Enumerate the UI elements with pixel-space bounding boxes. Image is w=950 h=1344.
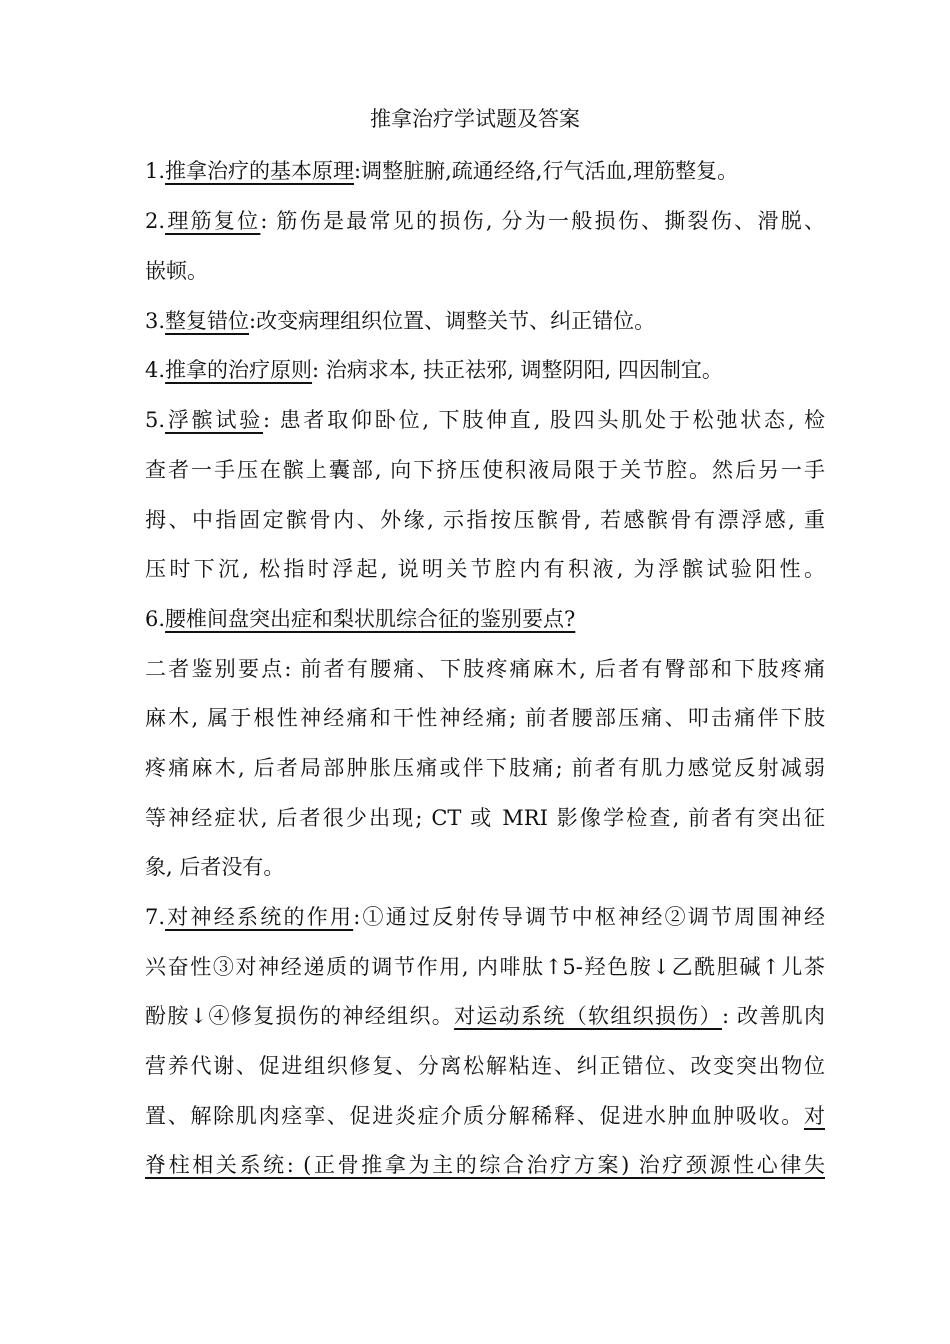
item-1-text: :调整脏腑,疏通经络,行气活血,理筋整复。 xyxy=(354,159,739,183)
item-5-line-2: 查者一手压在髌上囊部, 向下挤压使积液局限于关节腔。然后另一手 xyxy=(145,458,825,482)
item-7-line-5-text: 置、解除肌肉痉挛、促进炎症介质分解稀释、促进水肿血肿吸收。 xyxy=(145,1104,804,1128)
item-1-term: 推拿治疗的基本原理 xyxy=(165,159,355,183)
item-6-number: 6. xyxy=(145,607,166,631)
item-6-question-text: 腰椎间盘突出症和梨状肌综合征的鉴别要点? xyxy=(165,607,576,631)
item-1-number: 1. xyxy=(145,159,166,183)
item-4-text: : 治病求本, 扶正祛邪, 调整阴阳, 四因制宜。 xyxy=(312,358,723,382)
item-6-question xyxy=(145,604,825,634)
item-3-term: 整复错位 xyxy=(165,309,250,333)
item-5-line-4: 压时下沉, 松指时浮起, 说明关节腔内有积液, 为浮髌试验阳性。 xyxy=(145,557,825,581)
item-5-line-1 xyxy=(145,405,825,435)
item-6-answer-line-3: 疼痛麻木, 后者局部肿胀压痛或伴下肢痛; 前者有肌力感觉反射减弱 xyxy=(145,756,825,780)
item-2-line-1 xyxy=(145,206,825,236)
item-7-line-5 xyxy=(145,1101,825,1131)
item-3 xyxy=(145,306,825,336)
item-7-line-2: 兴奋性③对神经递质的调节作用, 内啡肽↑5-羟色胺↓乙酰胆碱↑儿茶 xyxy=(145,955,825,979)
item-7-line-6: 脊柱相关系统: (正骨推拿为主的综合治疗方案) 治疗颈源性心律失 xyxy=(145,1153,825,1177)
item-3-text: :改变病理组织位置、调整关节、纠正错位。 xyxy=(249,309,656,333)
item-2-text: : 筋伤是最常见的损伤, 分为一般损伤、撕裂伤、滑脱、 xyxy=(260,209,825,233)
item-6-answer-line-1: 二者鉴别要点: 前者有腰痛、下肢疼痛麻木, 后者有臀部和下肢疼痛 xyxy=(145,657,825,681)
item-5-line-3: 拇、中指固定髌骨内、外缘, 示指按压髌骨, 若感髌骨有漂浮感, 重 xyxy=(145,508,825,532)
item-7-text: :①通过反射传导调节中枢神经②调节周围神经 xyxy=(353,905,826,929)
item-7-line-4: 营养代谢、促进组织修复、分离松解粘连、纠正错位、改变突出物位 xyxy=(145,1054,825,1078)
item-5-text: : 患者取仰卧位, 下肢伸直, 股四头肌处于松弛状态, 检 xyxy=(263,408,825,432)
item-7-line-3-rest: : 改善肌肉 xyxy=(721,1004,825,1028)
item-4-number: 4. xyxy=(145,358,166,382)
item-7-line-3-text: 酚胺↓④修复损伤的神经组织。 xyxy=(145,1004,455,1028)
document-title: 推拿治疗学试题及答案 xyxy=(370,107,580,131)
item-6-answer-line-2: 麻木, 属于根性神经痛和干性神经痛; 前者腰部压痛、叩击痛伴下肢 xyxy=(145,706,825,730)
item-4 xyxy=(145,355,825,385)
item-2-line-2: 嵌顿。 xyxy=(145,259,208,283)
item-7-motor-system-term: 对运动系统（软组织损伤） xyxy=(454,1004,722,1028)
item-6-answer-line-4: 等神经症状, 后者很少出现; CT 或 MRI 影像学检查, 前者有突出征 xyxy=(145,806,825,830)
item-7-term: 对神经系统的作用 xyxy=(165,905,354,929)
item-7-line-1 xyxy=(145,902,825,932)
item-7-number: 7. xyxy=(145,905,166,929)
item-2-number: 2. xyxy=(145,209,166,233)
item-2-term: 理筋复位 xyxy=(165,209,261,233)
item-7-line-3 xyxy=(145,1001,825,1031)
item-3-number: 3. xyxy=(145,309,166,333)
item-5-number: 5. xyxy=(145,408,166,432)
item-4-term: 推拿的治疗原则 xyxy=(165,358,313,382)
item-1 xyxy=(145,156,825,186)
item-6-answer-line-5: 象, 后者没有。 xyxy=(145,855,285,879)
item-7-spine-term-start: 对 xyxy=(804,1104,825,1128)
item-5-term: 浮髌试验 xyxy=(165,408,264,432)
